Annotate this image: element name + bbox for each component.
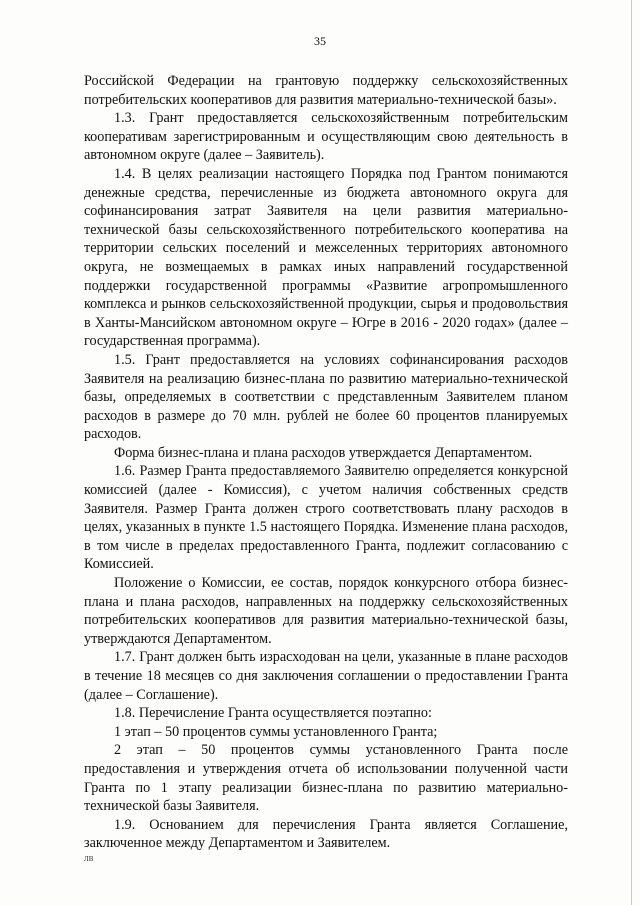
paragraph: Российской Федерации на грантовую поддержку сельскохозяйственных потребительских кооперативов для развития материально-технической базы». bbox=[84, 73, 568, 108]
document-body bbox=[84, 72, 568, 853]
paragraph: 1.6. Размер Гранта предоставляемого Заявителю определяется конкурсной комиссией (далее - Комиссия), с учетом наличия собственных средств Заявителя. Размер Гранта должен строго соответствовать плану расходов в целях, указанных в пункте 1.5 настоящего Порядка. Изменение плана расходов, в том числе в пределах предоставленного Гранта, подлежит согласованию с Комиссией. bbox=[84, 463, 568, 573]
paragraph: Положение о Комиссии, ее состав, порядок конкурсного отбора бизнес-плана и плана расходов, направленных на поддержку сельскохозяйственных потребительских кооперативов для развития материально-технической базы, утверждаются Департаментом. bbox=[84, 575, 568, 647]
page-edge bbox=[631, 0, 632, 905]
paragraph: 1.4. В целях реализации настоящего Порядка под Грантом понимаются денежные средства, перечисленные из бюджета автономного округа для софинансирования затрат Заявителя на цели развития материально-технической базы сельскохозяйственного потребительского кооператива на территории сельских поселений и межселенных территориях автономного округа, не возмещаемых в рамках иных направлений государственной поддержки государственной программы «Развитие агропромышленного комплекса и рынков сельскохозяйственной продукции, сырья и продовольствия в Ханты-Мансийском автономном округе – Югре в 2016 - 2020 годах» (далее – государственная программа). bbox=[84, 165, 568, 350]
paragraph: 1.5. Грант предоставляется на условиях софинансирования расходов Заявителя на реализацию бизнес-плана по развитию материально-технической базы, определяемых в соответствии с представленным Заявителем планом расходов в размере до 70 млн. рублей не более 60 процентов планируемых расходов. bbox=[84, 351, 568, 443]
paragraph: 1.3. Грант предоставляется сельскохозяйственным потребительским кооперативам зарегистрированным и осуществляющим свою деятельность в автономном округе (далее – Заявитель). bbox=[84, 110, 568, 164]
paragraph: 1.8. Перечисление Гранта осуществляется поэтапно: bbox=[114, 705, 432, 722]
footer-mark: ЛВ bbox=[84, 855, 94, 863]
paragraph: 1.7. Грант должен быть израсходован на цели, указанные в плане расходов в течение 18 месяцев со дня заключения соглашении о предоставлении Гранта (далее – Соглашение). bbox=[84, 649, 568, 703]
paragraph: 1.9. Основанием для перечисления Гранта является Соглашение, заключенное между Департаментом и Заявителем. bbox=[84, 816, 568, 852]
paragraph: Форма бизнес-плана и плана расходов утверждается Департаментом. bbox=[114, 444, 533, 461]
paragraph: 1 этап – 50 процентов суммы установленного Гранта; bbox=[114, 723, 438, 740]
paragraph: 2 этап – 50 процентов суммы установленного Гранта после предоставления и утверждения отчета об использовании полученной части Гранта по 1 этапу реализации бизнес-плана по развитию материально-технической базы Заявителя. bbox=[84, 742, 568, 815]
page-number: 35 bbox=[314, 34, 326, 48]
